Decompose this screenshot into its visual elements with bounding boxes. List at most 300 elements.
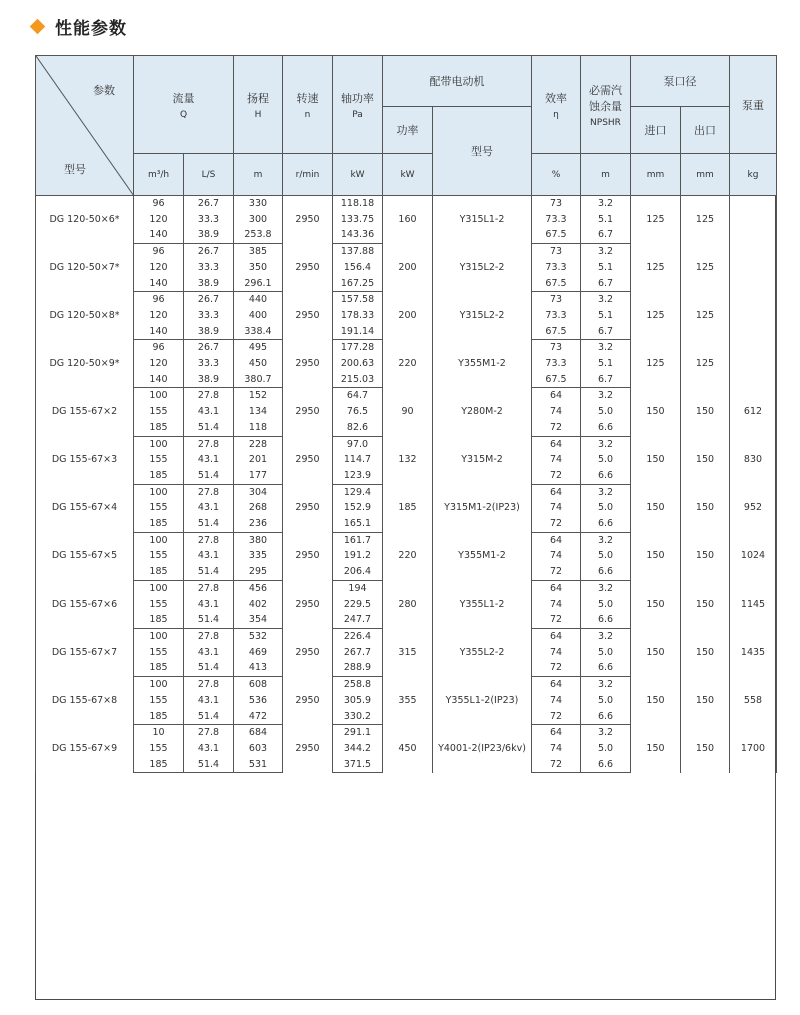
speed-cell: 2950 [283, 340, 333, 388]
npshr-cell: 6.6 [581, 612, 631, 628]
motor-model-cell: Y315L2-2 [433, 292, 532, 340]
npshr-cell: 5.0 [581, 404, 631, 420]
efficiency-cell: 72 [532, 468, 581, 484]
performance-table [35, 55, 777, 773]
motor-model-cell: Y280M-2 [433, 388, 532, 436]
motor-model-cell: Y355M1-2 [433, 532, 532, 580]
npshr-cell: 3.2 [581, 244, 631, 260]
model-cell: DG 120-50×8* [36, 292, 134, 340]
head-cell: 201 [234, 452, 283, 468]
inlet-cell: 150 [631, 388, 681, 436]
npshr-cell: 6.6 [581, 757, 631, 773]
shaft-power-cell: 76.5 [333, 404, 383, 420]
motor-model-cell: Y315M-2 [433, 436, 532, 484]
npshr-cell: 3.2 [581, 677, 631, 693]
head-cell: 338.4 [234, 324, 283, 340]
flow-m3-cell: 100 [134, 436, 184, 452]
head-cell: 300 [234, 212, 283, 228]
shaft-power-cell: 178.33 [333, 308, 383, 324]
motor-power-cell: 200 [383, 292, 433, 340]
flow-ls-cell: 38.9 [184, 276, 234, 292]
flow-ls-cell: 51.4 [184, 564, 234, 580]
flow-m3-cell: 96 [134, 244, 184, 260]
head-cell: 295 [234, 564, 283, 580]
efficiency-cell: 74 [532, 693, 581, 709]
motor-model-cell: Y355L1-2 [433, 580, 532, 628]
efficiency-cell: 73 [532, 292, 581, 308]
inlet-cell: 125 [631, 244, 681, 292]
inlet-cell: 150 [631, 725, 681, 773]
motor-model-cell: Y355L2-2 [433, 628, 532, 676]
flow-ls-cell: 27.8 [184, 580, 234, 596]
shaft-power-cell: 344.2 [333, 741, 383, 757]
head-cell: 456 [234, 580, 283, 596]
header-motor-model: 型号 [433, 107, 532, 196]
table-row [36, 580, 777, 596]
npshr-cell: 5.1 [581, 260, 631, 276]
header-port: 泵口径 [631, 56, 730, 107]
head-cell: 495 [234, 340, 283, 356]
flow-m3-cell: 185 [134, 612, 184, 628]
motor-power-cell: 185 [383, 484, 433, 532]
head-cell: 253.8 [234, 227, 283, 243]
npshr-cell: 6.7 [581, 372, 631, 388]
table-row [36, 340, 777, 356]
shaft-power-cell: 82.6 [333, 420, 383, 436]
npshr-cell: 3.2 [581, 340, 631, 356]
npshr-cell: 5.0 [581, 548, 631, 564]
efficiency-cell: 74 [532, 597, 581, 613]
flow-ls-cell: 33.3 [184, 260, 234, 276]
speed-cell: 2950 [283, 436, 333, 484]
flow-ls-cell: 43.1 [184, 645, 234, 661]
weight-cell: 830 [730, 436, 777, 484]
shaft-power-cell: 371.5 [333, 757, 383, 773]
efficiency-cell: 72 [532, 420, 581, 436]
flow-m3-cell: 185 [134, 660, 184, 676]
npshr-cell: 5.1 [581, 308, 631, 324]
weight-cell: 558 [730, 677, 777, 725]
speed-cell: 2950 [283, 244, 333, 292]
shaft-power-cell: 177.28 [333, 340, 383, 356]
npshr-cell: 3.2 [581, 580, 631, 596]
npshr-cell: 5.0 [581, 597, 631, 613]
weight-cell: 1024 [730, 532, 777, 580]
npshr-cell: 5.0 [581, 741, 631, 757]
flow-m3-cell: 185 [134, 516, 184, 532]
model-cell: DG 120-50×9* [36, 340, 134, 388]
flow-ls-cell: 43.1 [184, 452, 234, 468]
unit-motor-power: kW [383, 154, 433, 196]
npshr-cell: 5.0 [581, 452, 631, 468]
header-diagonal-cell [36, 56, 134, 196]
npshr-cell: 5.0 [581, 693, 631, 709]
outlet-cell: 150 [681, 436, 730, 484]
outlet-cell: 150 [681, 580, 730, 628]
efficiency-cell: 64 [532, 677, 581, 693]
efficiency-cell: 73 [532, 340, 581, 356]
shaft-power-cell: 191.14 [333, 324, 383, 340]
npshr-cell: 6.6 [581, 516, 631, 532]
efficiency-cell: 64 [532, 532, 581, 548]
motor-model-cell: Y355L1-2(IP23) [433, 677, 532, 725]
npshr-cell: 5.0 [581, 500, 631, 516]
flow-m3-cell: 155 [134, 404, 184, 420]
efficiency-cell: 64 [532, 725, 581, 741]
npshr-cell: 6.6 [581, 564, 631, 580]
speed-cell: 2950 [283, 292, 333, 340]
flow-ls-cell: 43.1 [184, 597, 234, 613]
flow-m3-cell: 155 [134, 597, 184, 613]
npshr-cell: 3.2 [581, 725, 631, 741]
shaft-power-cell: 123.9 [333, 468, 383, 484]
flow-ls-cell: 51.4 [184, 516, 234, 532]
table-row [36, 388, 777, 404]
table-row [36, 484, 777, 500]
head-cell: 413 [234, 660, 283, 676]
model-cell: DG 155-67×5 [36, 532, 134, 580]
shaft-power-cell: 305.9 [333, 693, 383, 709]
efficiency-cell: 72 [532, 709, 581, 725]
weight-cell [730, 196, 777, 244]
model-cell: DG 155-67×3 [36, 436, 134, 484]
header-speed: 转速 n [283, 56, 333, 154]
motor-power-cell: 355 [383, 677, 433, 725]
flow-m3-cell: 185 [134, 757, 184, 773]
table-body [36, 196, 777, 773]
flow-m3-cell: 96 [134, 292, 184, 308]
inlet-cell: 150 [631, 677, 681, 725]
head-cell: 134 [234, 404, 283, 420]
header-head: 扬程 H [234, 56, 283, 154]
flow-m3-cell: 120 [134, 356, 184, 372]
outlet-cell: 125 [681, 292, 730, 340]
efficiency-cell: 73.3 [532, 260, 581, 276]
motor-model-cell: Y315M1-2(IP23) [433, 484, 532, 532]
flow-ls-cell: 33.3 [184, 308, 234, 324]
efficiency-cell: 64 [532, 436, 581, 452]
unit-speed: r/min [283, 154, 333, 196]
flow-m3-cell: 100 [134, 484, 184, 500]
flow-ls-cell: 51.4 [184, 660, 234, 676]
shaft-power-cell: 97.0 [333, 436, 383, 452]
flow-ls-cell: 43.1 [184, 741, 234, 757]
flow-m3-cell: 10 [134, 725, 184, 741]
flow-m3-cell: 140 [134, 324, 184, 340]
flow-m3-cell: 96 [134, 340, 184, 356]
head-cell: 603 [234, 741, 283, 757]
head-cell: 304 [234, 484, 283, 500]
flow-m3-cell: 140 [134, 372, 184, 388]
flow-m3-cell: 120 [134, 308, 184, 324]
flow-m3-cell: 100 [134, 532, 184, 548]
efficiency-cell: 74 [532, 741, 581, 757]
motor-power-cell: 450 [383, 725, 433, 773]
efficiency-cell: 74 [532, 645, 581, 661]
weight-cell: 1700 [730, 725, 777, 773]
flow-ls-cell: 26.7 [184, 196, 234, 212]
weight-cell [730, 292, 777, 340]
unit-weight: kg [730, 154, 777, 196]
shaft-power-cell: 129.4 [333, 484, 383, 500]
head-cell: 236 [234, 516, 283, 532]
inlet-cell: 150 [631, 532, 681, 580]
efficiency-cell: 64 [532, 484, 581, 500]
flow-ls-cell: 27.8 [184, 532, 234, 548]
flow-ls-cell: 51.4 [184, 420, 234, 436]
efficiency-cell: 74 [532, 548, 581, 564]
flow-m3-cell: 155 [134, 452, 184, 468]
head-cell: 380.7 [234, 372, 283, 388]
npshr-cell: 3.2 [581, 532, 631, 548]
shaft-power-cell: 167.25 [333, 276, 383, 292]
efficiency-cell: 64 [532, 388, 581, 404]
shaft-power-cell: 152.9 [333, 500, 383, 516]
efficiency-cell: 74 [532, 404, 581, 420]
head-cell: 684 [234, 725, 283, 741]
shaft-power-cell: 215.03 [333, 372, 383, 388]
header-shaft-power: 轴功率 Pa [333, 56, 383, 154]
head-cell: 228 [234, 436, 283, 452]
shaft-power-cell: 229.5 [333, 597, 383, 613]
efficiency-cell: 72 [532, 757, 581, 773]
outlet-cell: 150 [681, 484, 730, 532]
flow-m3-cell: 155 [134, 645, 184, 661]
head-cell: 385 [234, 244, 283, 260]
head-cell: 380 [234, 532, 283, 548]
model-cell: DG 155-67×9 [36, 725, 134, 773]
head-cell: 402 [234, 597, 283, 613]
flow-m3-cell: 140 [134, 276, 184, 292]
speed-cell: 2950 [283, 580, 333, 628]
header-weight: 泵重 [730, 56, 777, 154]
flow-ls-cell: 26.7 [184, 292, 234, 308]
flow-m3-cell: 96 [134, 196, 184, 212]
shaft-power-cell: 330.2 [333, 709, 383, 725]
npshr-cell: 5.1 [581, 356, 631, 372]
unit-efficiency: % [532, 154, 581, 196]
model-cell: DG 155-67×2 [36, 388, 134, 436]
inlet-cell: 150 [631, 580, 681, 628]
outlet-cell: 125 [681, 340, 730, 388]
speed-cell: 2950 [283, 532, 333, 580]
table-row [36, 725, 777, 741]
inlet-cell: 125 [631, 292, 681, 340]
outlet-cell: 150 [681, 388, 730, 436]
motor-model-cell: Y315L1-2 [433, 196, 532, 244]
efficiency-cell: 73 [532, 244, 581, 260]
weight-cell [730, 340, 777, 388]
efficiency-cell: 73.3 [532, 356, 581, 372]
inlet-cell: 125 [631, 196, 681, 244]
shaft-power-cell: 165.1 [333, 516, 383, 532]
head-cell: 532 [234, 628, 283, 644]
shaft-power-cell: 267.7 [333, 645, 383, 661]
shaft-power-cell: 114.7 [333, 452, 383, 468]
npshr-cell: 6.7 [581, 324, 631, 340]
diamond-bullet-icon [30, 18, 46, 34]
flow-ls-cell: 51.4 [184, 612, 234, 628]
efficiency-cell: 64 [532, 580, 581, 596]
head-cell: 440 [234, 292, 283, 308]
header-model-label: 型号 [64, 163, 86, 176]
shaft-power-cell: 133.75 [333, 212, 383, 228]
flow-ls-cell: 33.3 [184, 212, 234, 228]
outlet-cell: 150 [681, 532, 730, 580]
unit-npshr: m [581, 154, 631, 196]
npshr-cell: 6.6 [581, 709, 631, 725]
flow-m3-cell: 120 [134, 212, 184, 228]
flow-ls-cell: 27.8 [184, 436, 234, 452]
shaft-power-cell: 156.4 [333, 260, 383, 276]
outlet-cell: 150 [681, 628, 730, 676]
unit-shaft-power: kW [333, 154, 383, 196]
head-cell: 354 [234, 612, 283, 628]
section-title [30, 14, 127, 38]
flow-ls-cell: 26.7 [184, 340, 234, 356]
head-cell: 536 [234, 693, 283, 709]
speed-cell: 2950 [283, 196, 333, 244]
flow-ls-cell: 27.8 [184, 628, 234, 644]
head-cell: 608 [234, 677, 283, 693]
shaft-power-cell: 226.4 [333, 628, 383, 644]
speed-cell: 2950 [283, 484, 333, 532]
flow-ls-cell: 38.9 [184, 372, 234, 388]
efficiency-cell: 64 [532, 628, 581, 644]
motor-power-cell: 220 [383, 532, 433, 580]
shaft-power-cell: 161.7 [333, 532, 383, 548]
flow-ls-cell: 33.3 [184, 356, 234, 372]
npshr-cell: 6.6 [581, 420, 631, 436]
shaft-power-cell: 191.2 [333, 548, 383, 564]
shaft-power-cell: 291.1 [333, 725, 383, 741]
flow-ls-cell: 27.8 [184, 677, 234, 693]
inlet-cell: 125 [631, 340, 681, 388]
motor-power-cell: 90 [383, 388, 433, 436]
table-row [36, 628, 777, 644]
efficiency-cell: 72 [532, 660, 581, 676]
efficiency-cell: 74 [532, 500, 581, 516]
flow-ls-cell: 27.8 [184, 725, 234, 741]
outlet-cell: 125 [681, 244, 730, 292]
efficiency-cell: 67.5 [532, 372, 581, 388]
table-row [36, 292, 777, 308]
model-cell: DG 120-50×6* [36, 196, 134, 244]
model-cell: DG 120-50×7* [36, 244, 134, 292]
npshr-cell: 3.2 [581, 484, 631, 500]
head-cell: 335 [234, 548, 283, 564]
table-row [36, 677, 777, 693]
flow-m3-cell: 155 [134, 500, 184, 516]
unit-outlet: mm [681, 154, 730, 196]
efficiency-cell: 74 [532, 452, 581, 468]
weight-cell: 952 [730, 484, 777, 532]
shaft-power-cell: 157.58 [333, 292, 383, 308]
npshr-cell: 3.2 [581, 388, 631, 404]
header-motor-power: 功率 [383, 107, 433, 154]
table-row [36, 436, 777, 452]
weight-cell: 1435 [730, 628, 777, 676]
shaft-power-cell: 64.7 [333, 388, 383, 404]
motor-power-cell: 132 [383, 436, 433, 484]
efficiency-cell: 72 [532, 564, 581, 580]
unit-head: m [234, 154, 283, 196]
flow-m3-cell: 185 [134, 420, 184, 436]
header-npshr: 必需汽 蚀余量 NPSHR [581, 56, 631, 154]
efficiency-cell: 72 [532, 516, 581, 532]
npshr-cell: 6.6 [581, 468, 631, 484]
flow-m3-cell: 185 [134, 709, 184, 725]
model-cell: DG 155-67×4 [36, 484, 134, 532]
head-cell: 472 [234, 709, 283, 725]
efficiency-cell: 67.5 [532, 324, 581, 340]
head-cell: 296.1 [234, 276, 283, 292]
outlet-cell: 125 [681, 196, 730, 244]
npshr-cell: 5.0 [581, 645, 631, 661]
flow-ls-cell: 43.1 [184, 693, 234, 709]
flow-ls-cell: 51.4 [184, 709, 234, 725]
unit-flow-m3: m³/h [134, 154, 184, 196]
npshr-cell: 6.6 [581, 660, 631, 676]
model-cell: DG 155-67×6 [36, 580, 134, 628]
unit-inlet: mm [631, 154, 681, 196]
efficiency-cell: 67.5 [532, 276, 581, 292]
weight-cell: 1145 [730, 580, 777, 628]
head-cell: 177 [234, 468, 283, 484]
shaft-power-cell: 118.18 [333, 196, 383, 212]
flow-m3-cell: 140 [134, 227, 184, 243]
head-cell: 469 [234, 645, 283, 661]
efficiency-cell: 73.3 [532, 212, 581, 228]
model-cell: DG 155-67×7 [36, 628, 134, 676]
header-inlet: 进口 [631, 107, 681, 154]
header-param-label: 参数 [93, 84, 115, 97]
flow-ls-cell: 43.1 [184, 548, 234, 564]
motor-power-cell: 280 [383, 580, 433, 628]
motor-power-cell: 220 [383, 340, 433, 388]
flow-ls-cell: 43.1 [184, 404, 234, 420]
speed-cell: 2950 [283, 628, 333, 676]
head-cell: 152 [234, 388, 283, 404]
npshr-cell: 3.2 [581, 292, 631, 308]
weight-cell: 612 [730, 388, 777, 436]
motor-model-cell: Y355M1-2 [433, 340, 532, 388]
head-cell: 531 [234, 757, 283, 773]
shaft-power-cell: 247.7 [333, 612, 383, 628]
npshr-cell: 5.1 [581, 212, 631, 228]
head-cell: 400 [234, 308, 283, 324]
table-row [36, 532, 777, 548]
motor-power-cell: 200 [383, 244, 433, 292]
head-cell: 118 [234, 420, 283, 436]
shaft-power-cell: 206.4 [333, 564, 383, 580]
inlet-cell: 150 [631, 484, 681, 532]
head-cell: 268 [234, 500, 283, 516]
motor-model-cell: Y315L2-2 [433, 244, 532, 292]
npshr-cell: 6.7 [581, 276, 631, 292]
inlet-cell: 150 [631, 628, 681, 676]
flow-m3-cell: 100 [134, 388, 184, 404]
flow-m3-cell: 185 [134, 564, 184, 580]
table-row [36, 244, 777, 260]
efficiency-cell: 73 [532, 196, 581, 212]
flow-ls-cell: 51.4 [184, 757, 234, 773]
flow-m3-cell: 100 [134, 677, 184, 693]
flow-ls-cell: 38.9 [184, 227, 234, 243]
flow-m3-cell: 185 [134, 468, 184, 484]
head-cell: 330 [234, 196, 283, 212]
motor-power-cell: 315 [383, 628, 433, 676]
